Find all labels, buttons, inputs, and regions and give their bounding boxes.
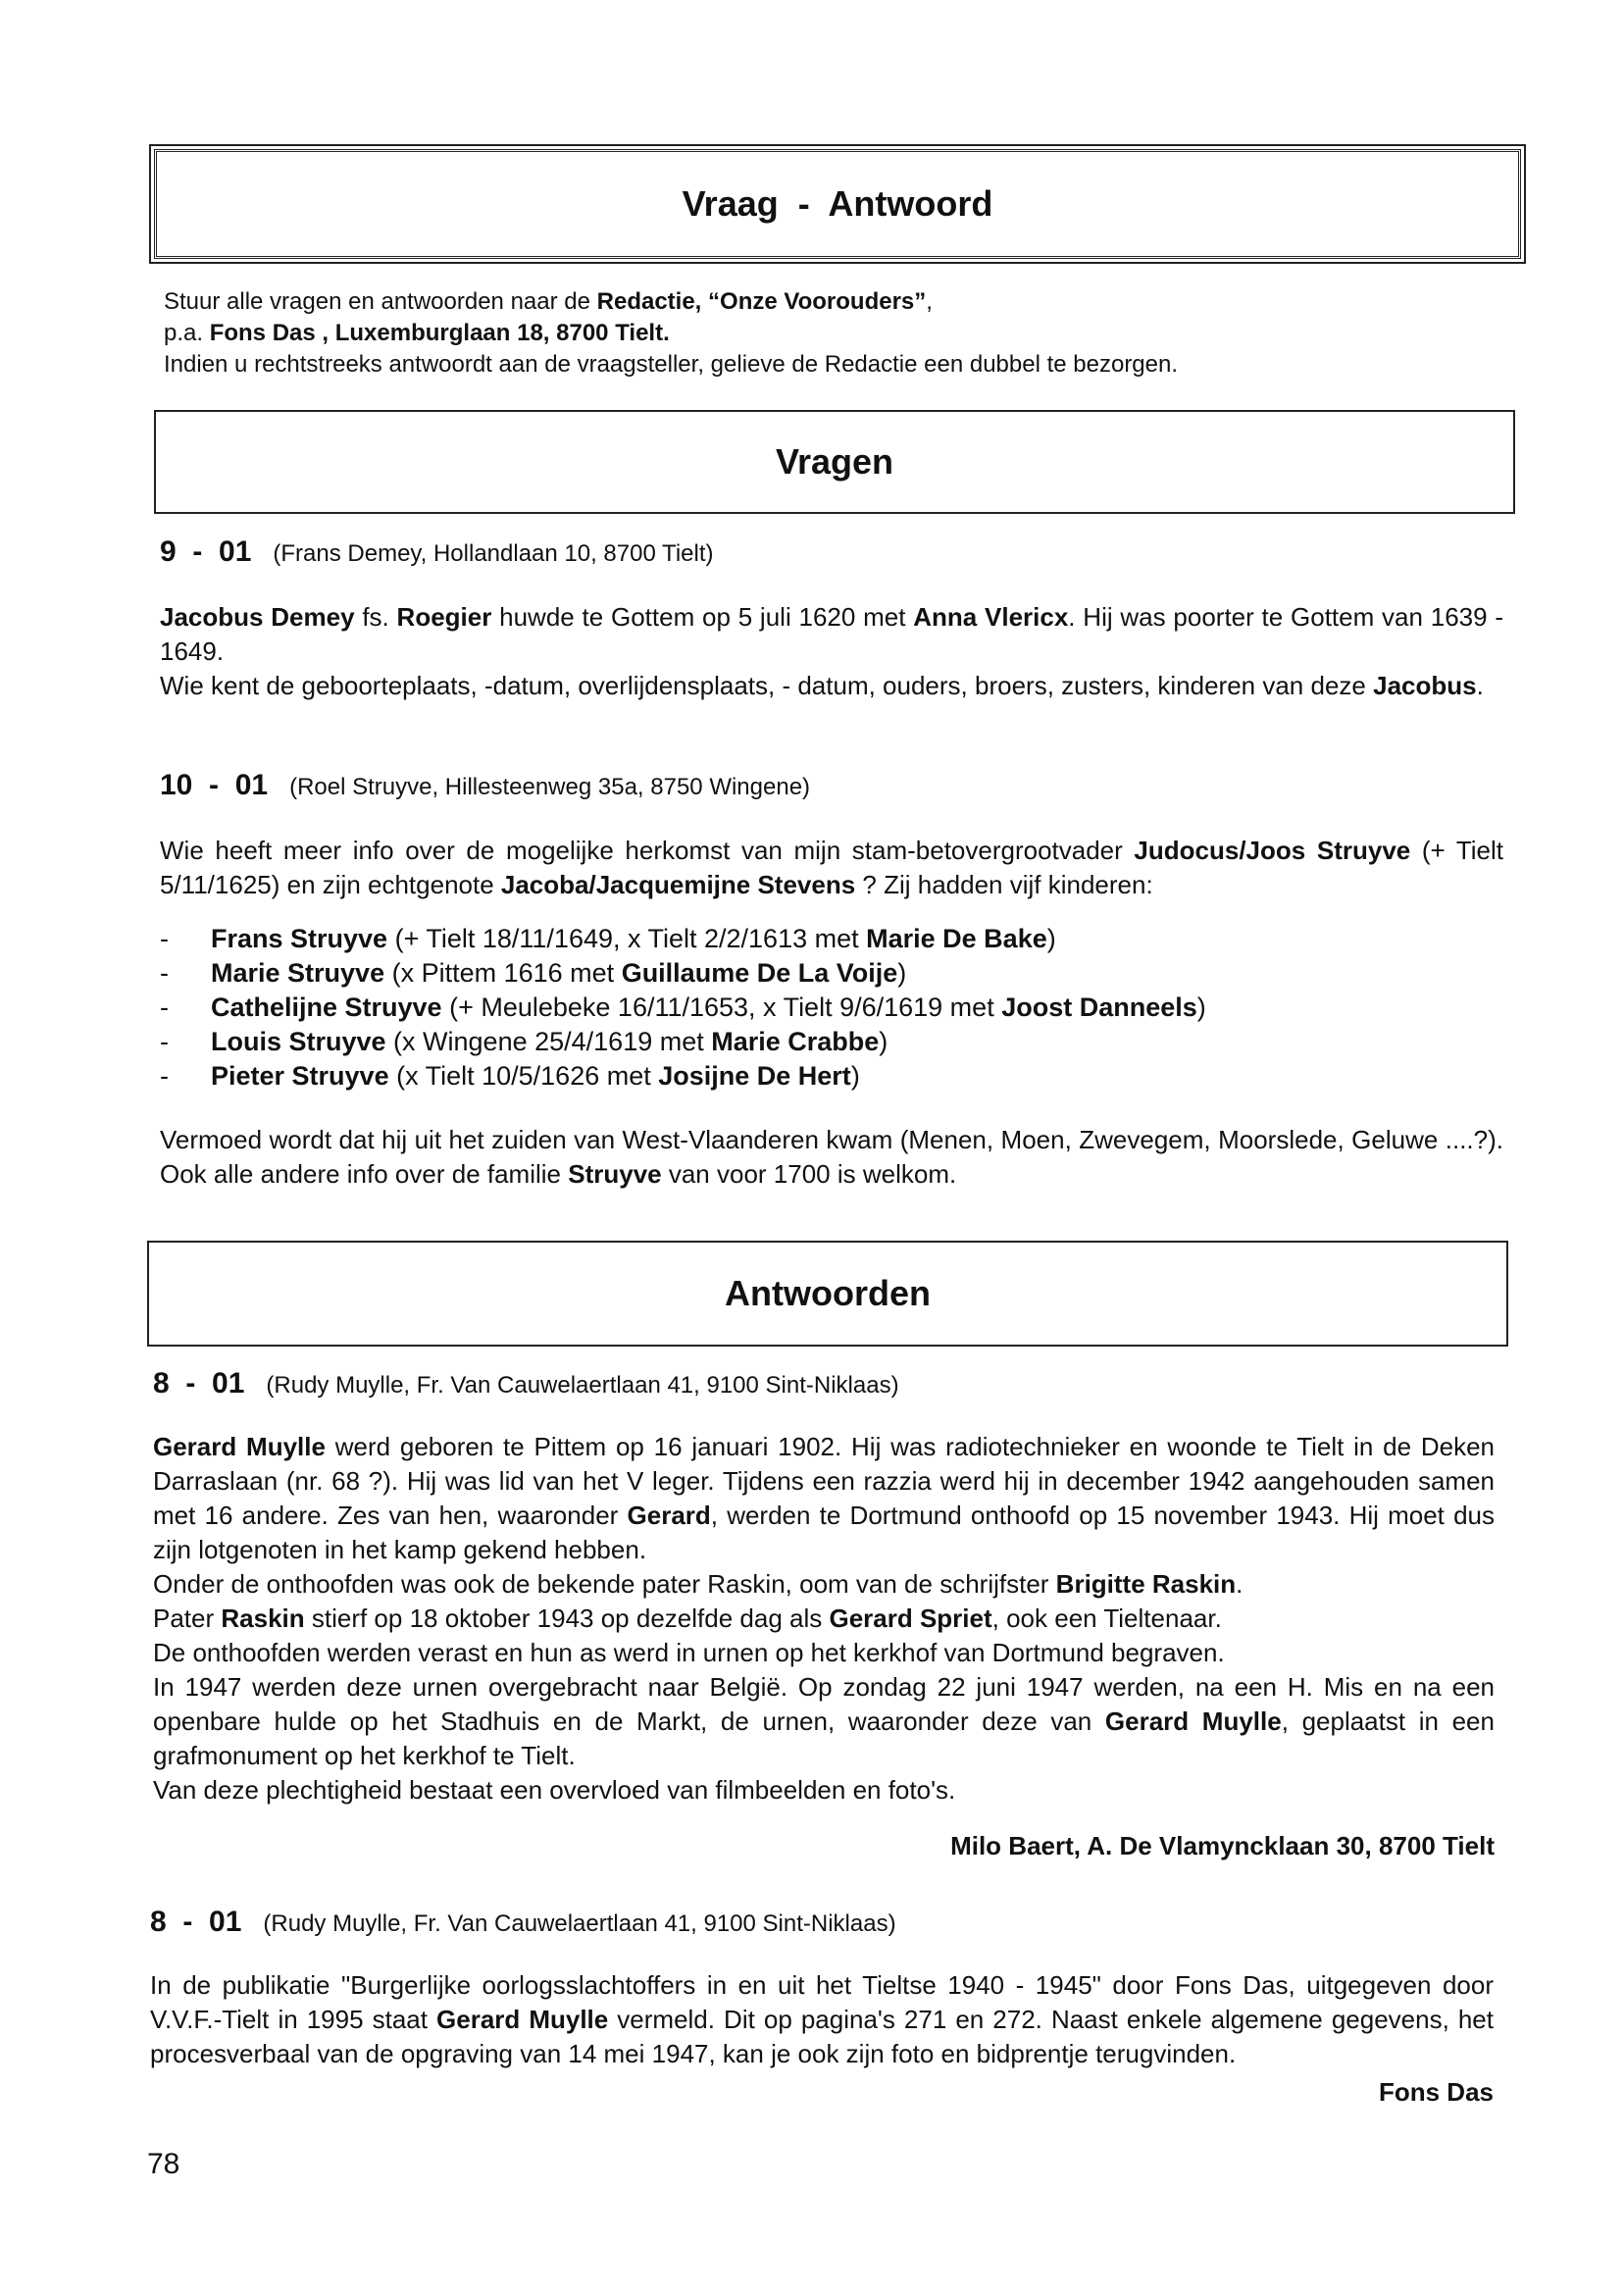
intro: Stuur alle vragen en antwoorden naar de Redactie, “Onze Voorouders”, p.a. Fons Das , Luxemburglaan 18, 8700 Tielt. Indien u rechtstreeks antwoordt aan de vraagsteller, gelieve de Redactie een dubbel te bezorgen. bbox=[164, 286, 1517, 381]
answer-8-01-second: 8 - 01 (Rudy Muylle, Fr. Van Cauwelaertlaan 41, 9100 Sint-Niklaas) In de publikatie "Burgerlijke oorlogsslachtoffers in en uit het Tieltse 1940 - 1945" door Fons Das, uitgegeven door V.V.F.-Tielt in 1995 staat Gerard Muylle vermeld. Dit op pagina's 271 en 272. Naast enkele algemene gegevens, het procesverbaal van de opgraving van 14 mei 1947, kan je ook zijn foto en bidprentje terugvinden. Fons Das bbox=[150, 1905, 1494, 2110]
question-header: 9 - 01 (Frans Demey, Hollandlaan 10, 8700 Tielt) bbox=[160, 535, 714, 568]
page-title: Vraag - Antwoord bbox=[682, 183, 993, 224]
vragen-box bbox=[154, 410, 1515, 514]
question-9-01: 9 - 01 (Frans Demey, Hollandlaan 10, 8700 Tielt) Jacobus Demey fs. Roegier huwde te Gottem op 5 juli 1620 met Anna Vlericx. Hij was poorter te Gottem van 1639 - 1649. Wie kent de geboorteplaats, -datum, overlijdensplaats, - datum, ouders, broers, zusters, kinderen van deze Jacobus. bbox=[160, 535, 1504, 700]
vragen-heading: Vragen bbox=[775, 441, 894, 482]
intro-address: Fons Das , Luxemburglaan 18, 8700 Tielt. bbox=[209, 320, 670, 346]
answer-header: 8 - 01 (Rudy Muylle, Fr. Van Cauwelaertlaan 41, 9100 Sint-Niklaas) bbox=[150, 1906, 896, 1938]
intro-text: Stuur alle vragen en antwoorden naar de bbox=[164, 288, 597, 315]
answer-8-01-first: 8 - 01 (Rudy Muylle, Fr. Van Cauwelaertlaan 41, 9100 Sint-Niklaas) Gerard Muylle werd geboren te Pittem op 16 januari 1902. Hij was radiotechnieker en woonde te Tielt in de Deken Darraslaan (nr. 68 ?). Hij was lid van het V leger. Tijdens een razzia werd hij in december 1942 aangehouden samen met 16 andere. Zes van hen, waaronder Gerard, werden te Dortmund onthoofd op 15 november 1943. Hij moet dus zijn lotgenoten in het kamp gekend hebben. Onder de onthoofden was ook de bekende pater Raskin, oom van de schrijfster Brigitte Raskin. Pater Raskin stierf op 18 oktober 1943 op dezelfde dag als Gerard Spriet, ook een Tieltenaar. De onthoofden werden verast en hun as werd in urnen op het kerkhof van Dortmund begraven. In 1947 werden deze urnen overgebracht naar België. Op zondag 22 juni 1947 werden, na een H. Mis en na een openbare hulde op het Stadhuis en de Markt, de urnen, waaronder deze van Gerard Muylle, geplaatst in een grafmonument op het kerkhof te Tielt. Van deze plechtigheid bestaat een overvloed van filmbeelden en foto's. Milo Baert, A. De Vlamyncklaan 30, 8700 Tielt bbox=[153, 1366, 1495, 1863]
title-box bbox=[154, 149, 1521, 259]
antwoorden-heading: Antwoorden bbox=[725, 1273, 931, 1313]
page-number: 78 bbox=[147, 2148, 180, 2180]
answer-signature: Fons Das bbox=[1378, 2077, 1494, 2107]
answer-signature: Milo Baert, A. De Vlamyncklaan 30, 8700 Tielt bbox=[950, 1831, 1495, 1860]
children-list bbox=[160, 922, 1503, 1094]
question-header: 10 - 01 (Roel Struyve, Hillesteenweg 35a, 8750 Wingene) bbox=[160, 769, 811, 801]
list-item: - Pieter Struyve (x Tielt 10/5/1626 met Josijne De Hert) bbox=[160, 1059, 1503, 1094]
list-item: - Marie Struyve (x Pittem 1616 met Guillaume De La Voije) bbox=[160, 956, 1503, 991]
question-10-01: 10 - 01 (Roel Struyve, Hillesteenweg 35a, 8750 Wingene) Wie heeft meer info over de mogelijke herkomst van mijn stam-betovergrootvader Judocus/Joos Struyve (+ Tielt 5/11/1625) en zijn echtgenote Jacoba/Jacquemijne Stevens ? Zij hadden vijf kinderen: - Frans Struyve (+ Tielt 18/11/1649, x Tielt 2/2/1613 met Marie De Bake) - Marie Struyve (x Pittem 1616 met Guillaume De La Voije) - Cathelijne Struyve (+ Meulebeke 16/11/1653, x Tielt 9/6/1619 met Joost Danneels) - Louis Struyve (x Wingene 25/4/1619 met Marie Crabbe) - Pieter Struyve (x Tielt 10/5/1626 met Josijne De Hert) Vermoed wordt dat hij uit het zuiden van West-Vlaanderen kwam (Menen, Moen, Zwevegem, Moorslede, Geluwe ....?). Ook alle andere info over de familie Struyve van voor 1700 is welkom. bbox=[160, 768, 1503, 1192]
list-item: - Frans Struyve (+ Tielt 18/11/1649, x Tielt 2/2/1613 met Marie De Bake) bbox=[160, 922, 1503, 956]
list-item: - Cathelijne Struyve (+ Meulebeke 16/11/1653, x Tielt 9/6/1619 met Joost Danneels) bbox=[160, 991, 1503, 1025]
antwoorden-box bbox=[147, 1241, 1508, 1347]
intro-redactie: Redactie, “Onze Voorouders” bbox=[596, 288, 927, 315]
list-item: - Louis Struyve (x Wingene 25/4/1619 met Marie Crabbe) bbox=[160, 1025, 1503, 1059]
answer-header: 8 - 01 (Rudy Muylle, Fr. Van Cauwelaertlaan 41, 9100 Sint-Niklaas) bbox=[153, 1367, 899, 1400]
intro-note: Indien u rechtstreeks antwoordt aan de vraagsteller, gelieve de Redactie een dubbel te bezorgen. bbox=[164, 351, 1179, 378]
